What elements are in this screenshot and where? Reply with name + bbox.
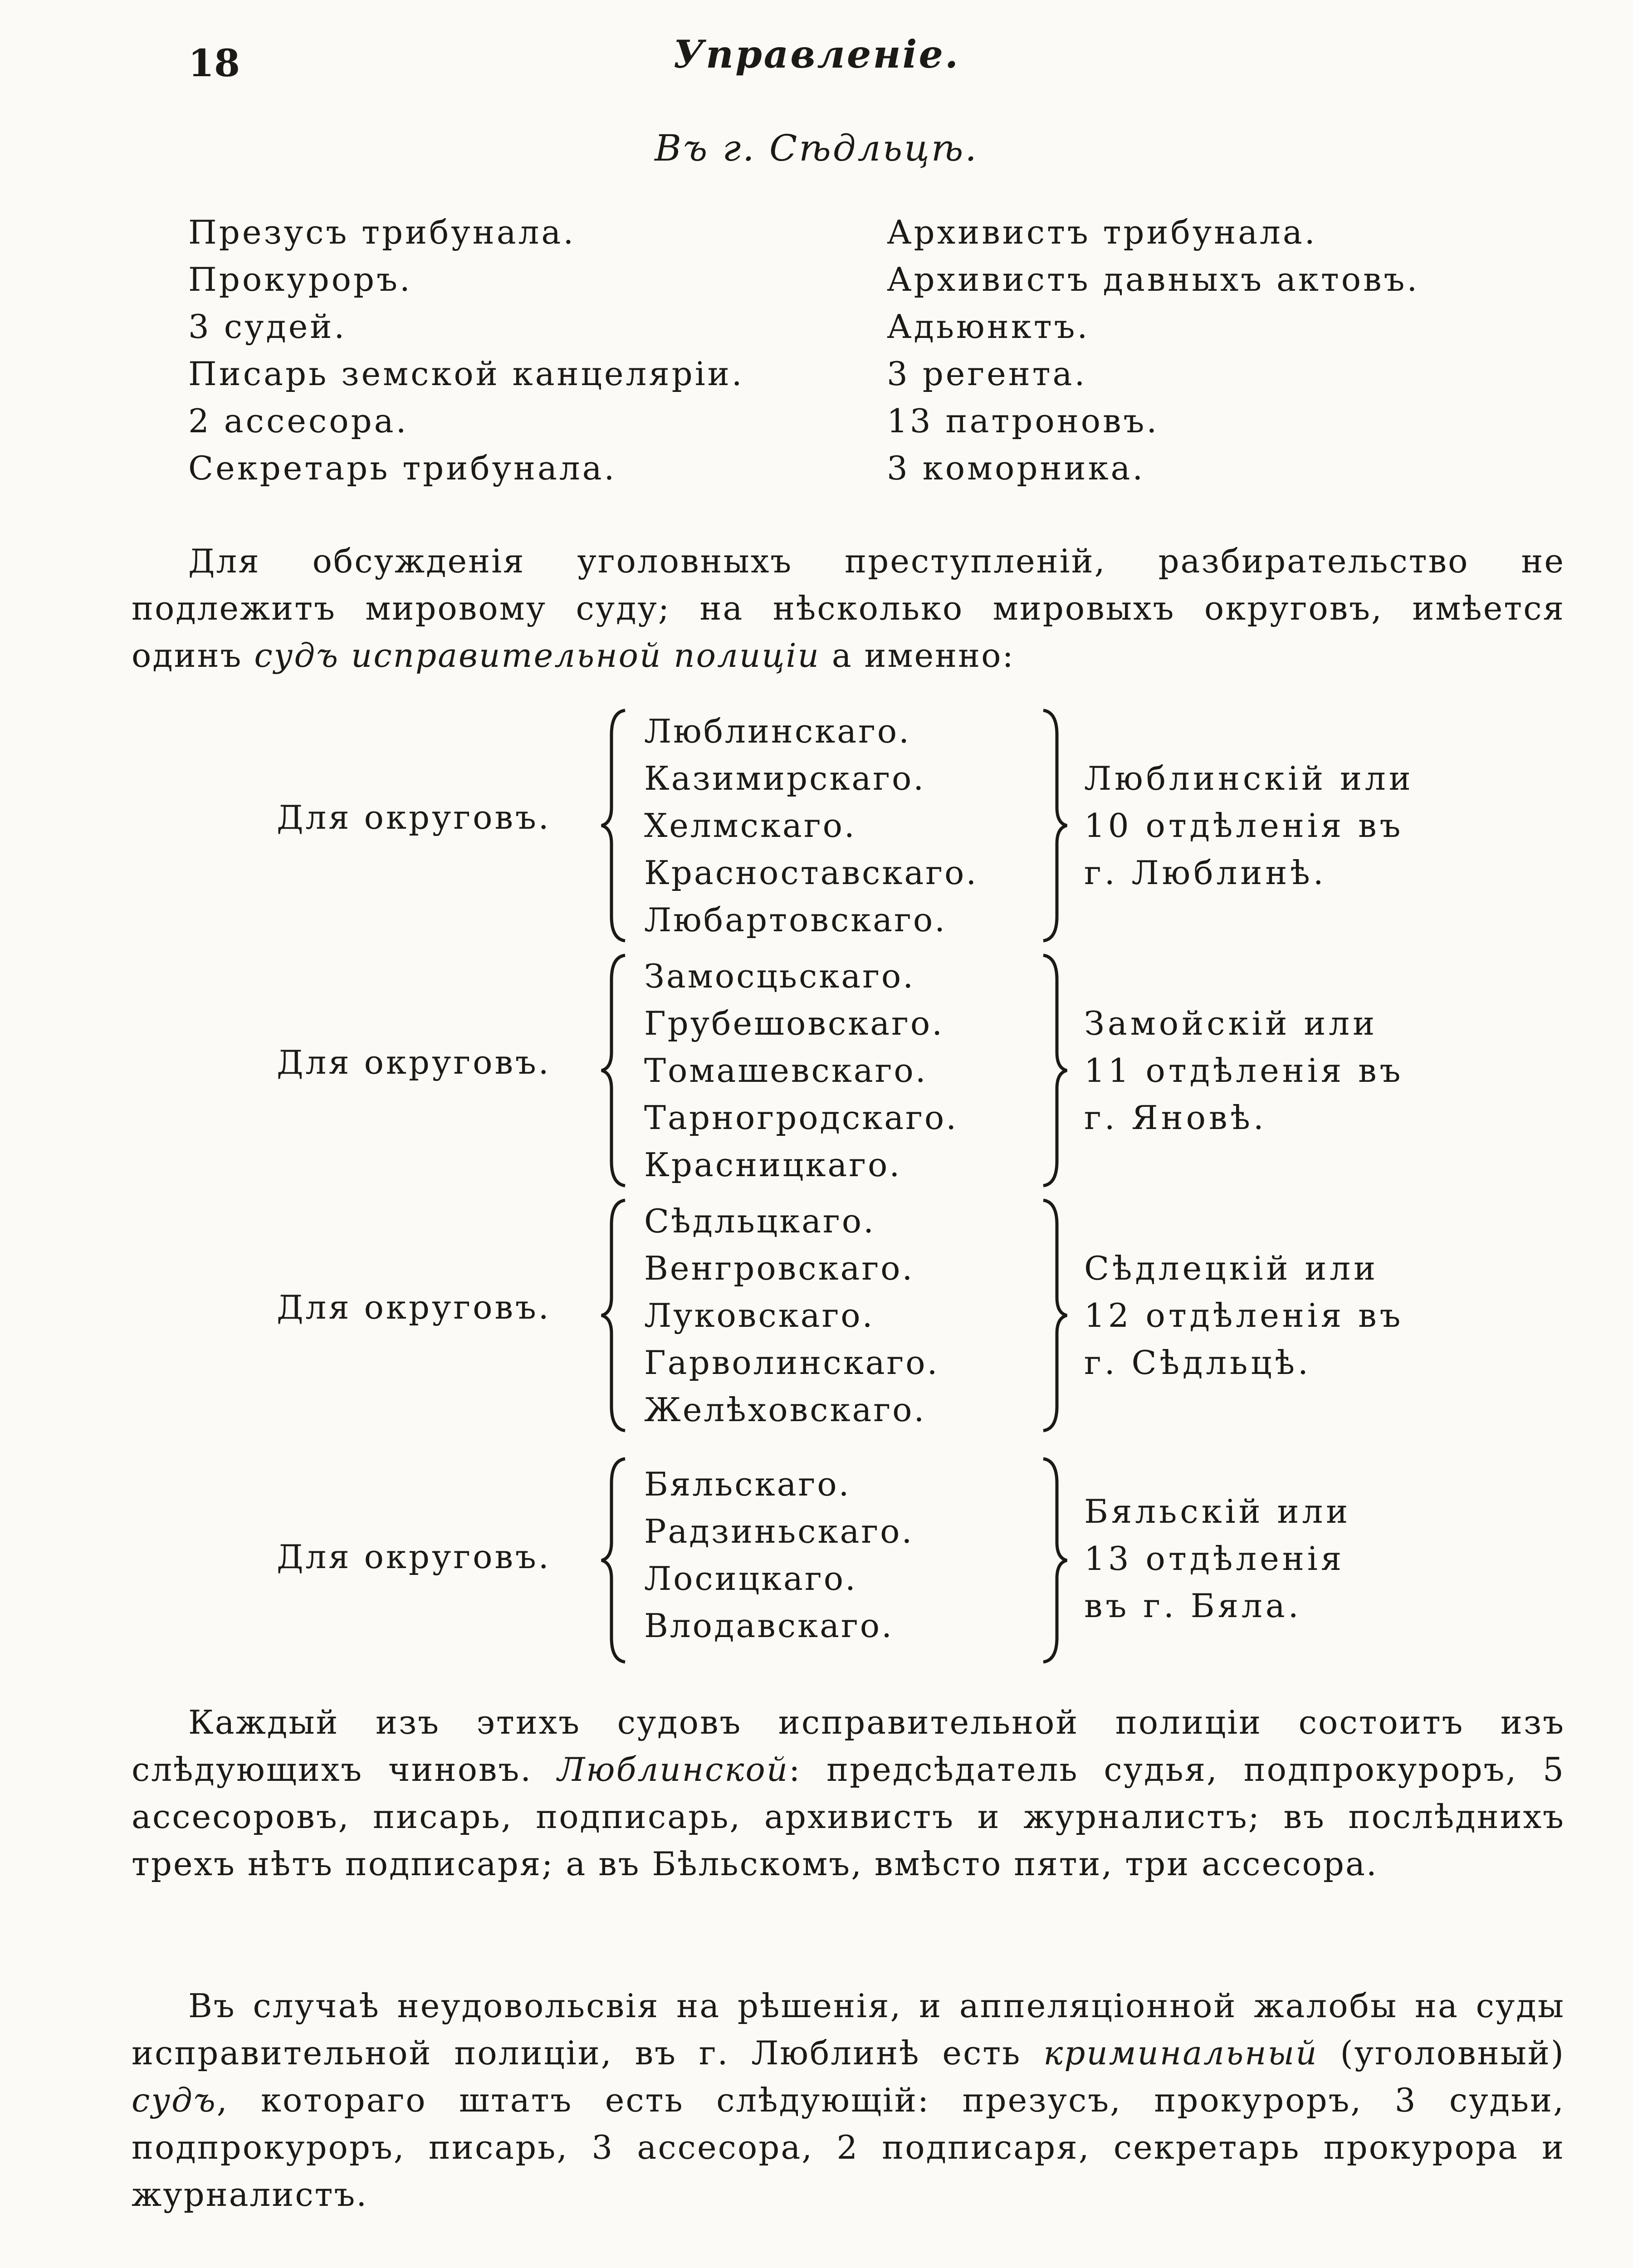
paragraph-commercial — [132, 2263, 1565, 2268]
text-run: : предсѣдатель судья, подпрокуроръ, 5 ассесоровъ, писарь, подписарь, архивистъ и журналистъ; въ послѣднихъ трехъ нѣтъ подписаря; а въ Бѣльскомъ, вмѣсто пяти, три ассесора. — [132, 1750, 1565, 1883]
district-list — [644, 953, 958, 1188]
district-name: Красноставскаго. — [644, 854, 978, 892]
left-brace-icon — [598, 953, 639, 1188]
district-name: Замосцьскаго. — [644, 957, 915, 995]
running-title: Управленіе. — [673, 32, 960, 77]
district-name: Красницкаго. — [644, 1146, 902, 1184]
court-name — [1084, 1488, 1351, 1629]
text-run: (уголовный) — [1318, 2034, 1565, 2072]
left-brace-icon — [598, 708, 639, 943]
court-name — [1084, 1000, 1403, 1141]
italic-term: судъ — [132, 2081, 217, 2119]
district-name: Хелмскаго. — [644, 807, 856, 845]
group-label: Для округовъ. — [277, 1043, 551, 1081]
staff-item: Писарь земской канцеляріи. — [188, 355, 744, 393]
text-run: , котораго штатъ есть слѣдующій: презусъ, прокуроръ, 3 судьи, подпрокуроръ, писарь, 3 ассесора, 2 подписаря, секретарь прокурора и журналистъ. — [132, 2081, 1565, 2214]
staff-item: 13 патроновъ. — [887, 402, 1159, 440]
right-brace-icon — [1030, 1198, 1071, 1433]
court-line: г. Сѣдльцѣ. — [1084, 1344, 1311, 1382]
court-line: Замойскій или — [1084, 1004, 1378, 1042]
italic-term: Люблинской — [557, 1750, 789, 1789]
staff-item: 2 ассесора. — [188, 402, 409, 440]
section-subtitle: Въ г. Сѣдльцѣ. — [655, 127, 978, 169]
court-line: Сѣдлецкій или — [1084, 1249, 1379, 1287]
staff-list-left — [188, 209, 744, 492]
court-line: 10 отдѣленія въ — [1084, 807, 1404, 845]
district-name: Венгровскаго. — [644, 1249, 914, 1287]
text-run: Для обсужденія уголовныхъ преступленій, разбирательство не подлежитъ мировому суду; на нѣсколько мировыхъ округовъ, имѣется одинъ — [132, 542, 1565, 675]
district-list — [644, 1461, 914, 1649]
district-name: Люблинскаго. — [644, 712, 911, 750]
district-name: Тарногродскаго. — [644, 1099, 958, 1137]
court-name — [1084, 755, 1414, 896]
group-label: Для округовъ. — [277, 1288, 551, 1326]
text-run: Въ случаѣ неудовольсвія на рѣшенія, и аппеляціонной жалобы на суды исправительной полиціи, въ г. Люблинѣ есть — [132, 1987, 1565, 2072]
district-name: Любартовскаго. — [644, 901, 947, 939]
staff-item: 3 судей. — [188, 308, 347, 346]
district-list — [644, 1198, 939, 1433]
court-line: Бяльскій или — [1084, 1492, 1351, 1530]
district-name: Бяльскаго. — [644, 1465, 851, 1503]
district-name: Томашевскаго. — [644, 1051, 928, 1090]
court-line: 11 отдѣленія въ — [1084, 1051, 1404, 1090]
district-name: Луковскаго. — [644, 1296, 875, 1334]
court-line: 13 отдѣленія — [1084, 1540, 1345, 1578]
text-run: а именно: — [820, 636, 1015, 675]
staff-item: Прокуроръ. — [188, 260, 412, 298]
court-line: г. Яновѣ. — [1084, 1099, 1267, 1137]
intro-paragraph — [132, 538, 1565, 679]
staff-item: Адьюнктъ. — [887, 308, 1090, 346]
paragraph-court-staff — [132, 1699, 1565, 1887]
staff-item: Презусъ трибунала. — [188, 213, 576, 251]
district-name: Казимирскаго. — [644, 759, 926, 797]
court-line: 12 отдѣленія въ — [1084, 1296, 1404, 1334]
right-brace-icon — [1030, 953, 1071, 1188]
court-line: г. Люблинѣ. — [1084, 854, 1327, 892]
italic-term: судъ исправительной полиціи — [254, 636, 820, 675]
staff-item: Архивистъ трибунала. — [887, 213, 1317, 251]
staff-item: 3 коморника. — [887, 449, 1145, 487]
court-line: въ г. Бяла. — [1084, 1587, 1302, 1625]
court-name — [1084, 1245, 1403, 1386]
staff-item: 3 регента. — [887, 355, 1087, 393]
left-brace-icon — [598, 1456, 639, 1665]
district-name: Сѣдльцкаго. — [644, 1202, 875, 1240]
text-run: Каждый изъ этихъ судовъ исправительной полиціи состоитъ изъ слѣдующихъ чиновъ. — [132, 1703, 1565, 1789]
district-name: Грубешовскаго. — [644, 1004, 944, 1042]
left-brace-icon — [598, 1198, 639, 1433]
page-number: 18 — [188, 42, 240, 85]
staff-list-right — [887, 209, 1419, 492]
italic-term: криминальный — [1043, 2034, 1318, 2072]
staff-item: Архивистъ давныхъ актовъ. — [887, 260, 1420, 298]
right-brace-icon — [1030, 1456, 1071, 1665]
group-label: Для округовъ. — [277, 1538, 551, 1576]
paragraph-appeal — [132, 1982, 1565, 2218]
district-name: Гарволинскаго. — [644, 1344, 939, 1382]
district-name: Влодавскаго. — [644, 1607, 894, 1645]
district-name: Радзиньскаго. — [644, 1512, 914, 1550]
group-label: Для округовъ. — [277, 798, 551, 836]
staff-item: Секретарь трибунала. — [188, 449, 617, 487]
district-name: Желѣховскаго. — [644, 1391, 926, 1429]
district-list — [644, 708, 978, 943]
district-name: Лосицкаго. — [644, 1559, 857, 1598]
right-brace-icon — [1030, 708, 1071, 943]
court-line: Люблинскій или — [1084, 759, 1414, 797]
